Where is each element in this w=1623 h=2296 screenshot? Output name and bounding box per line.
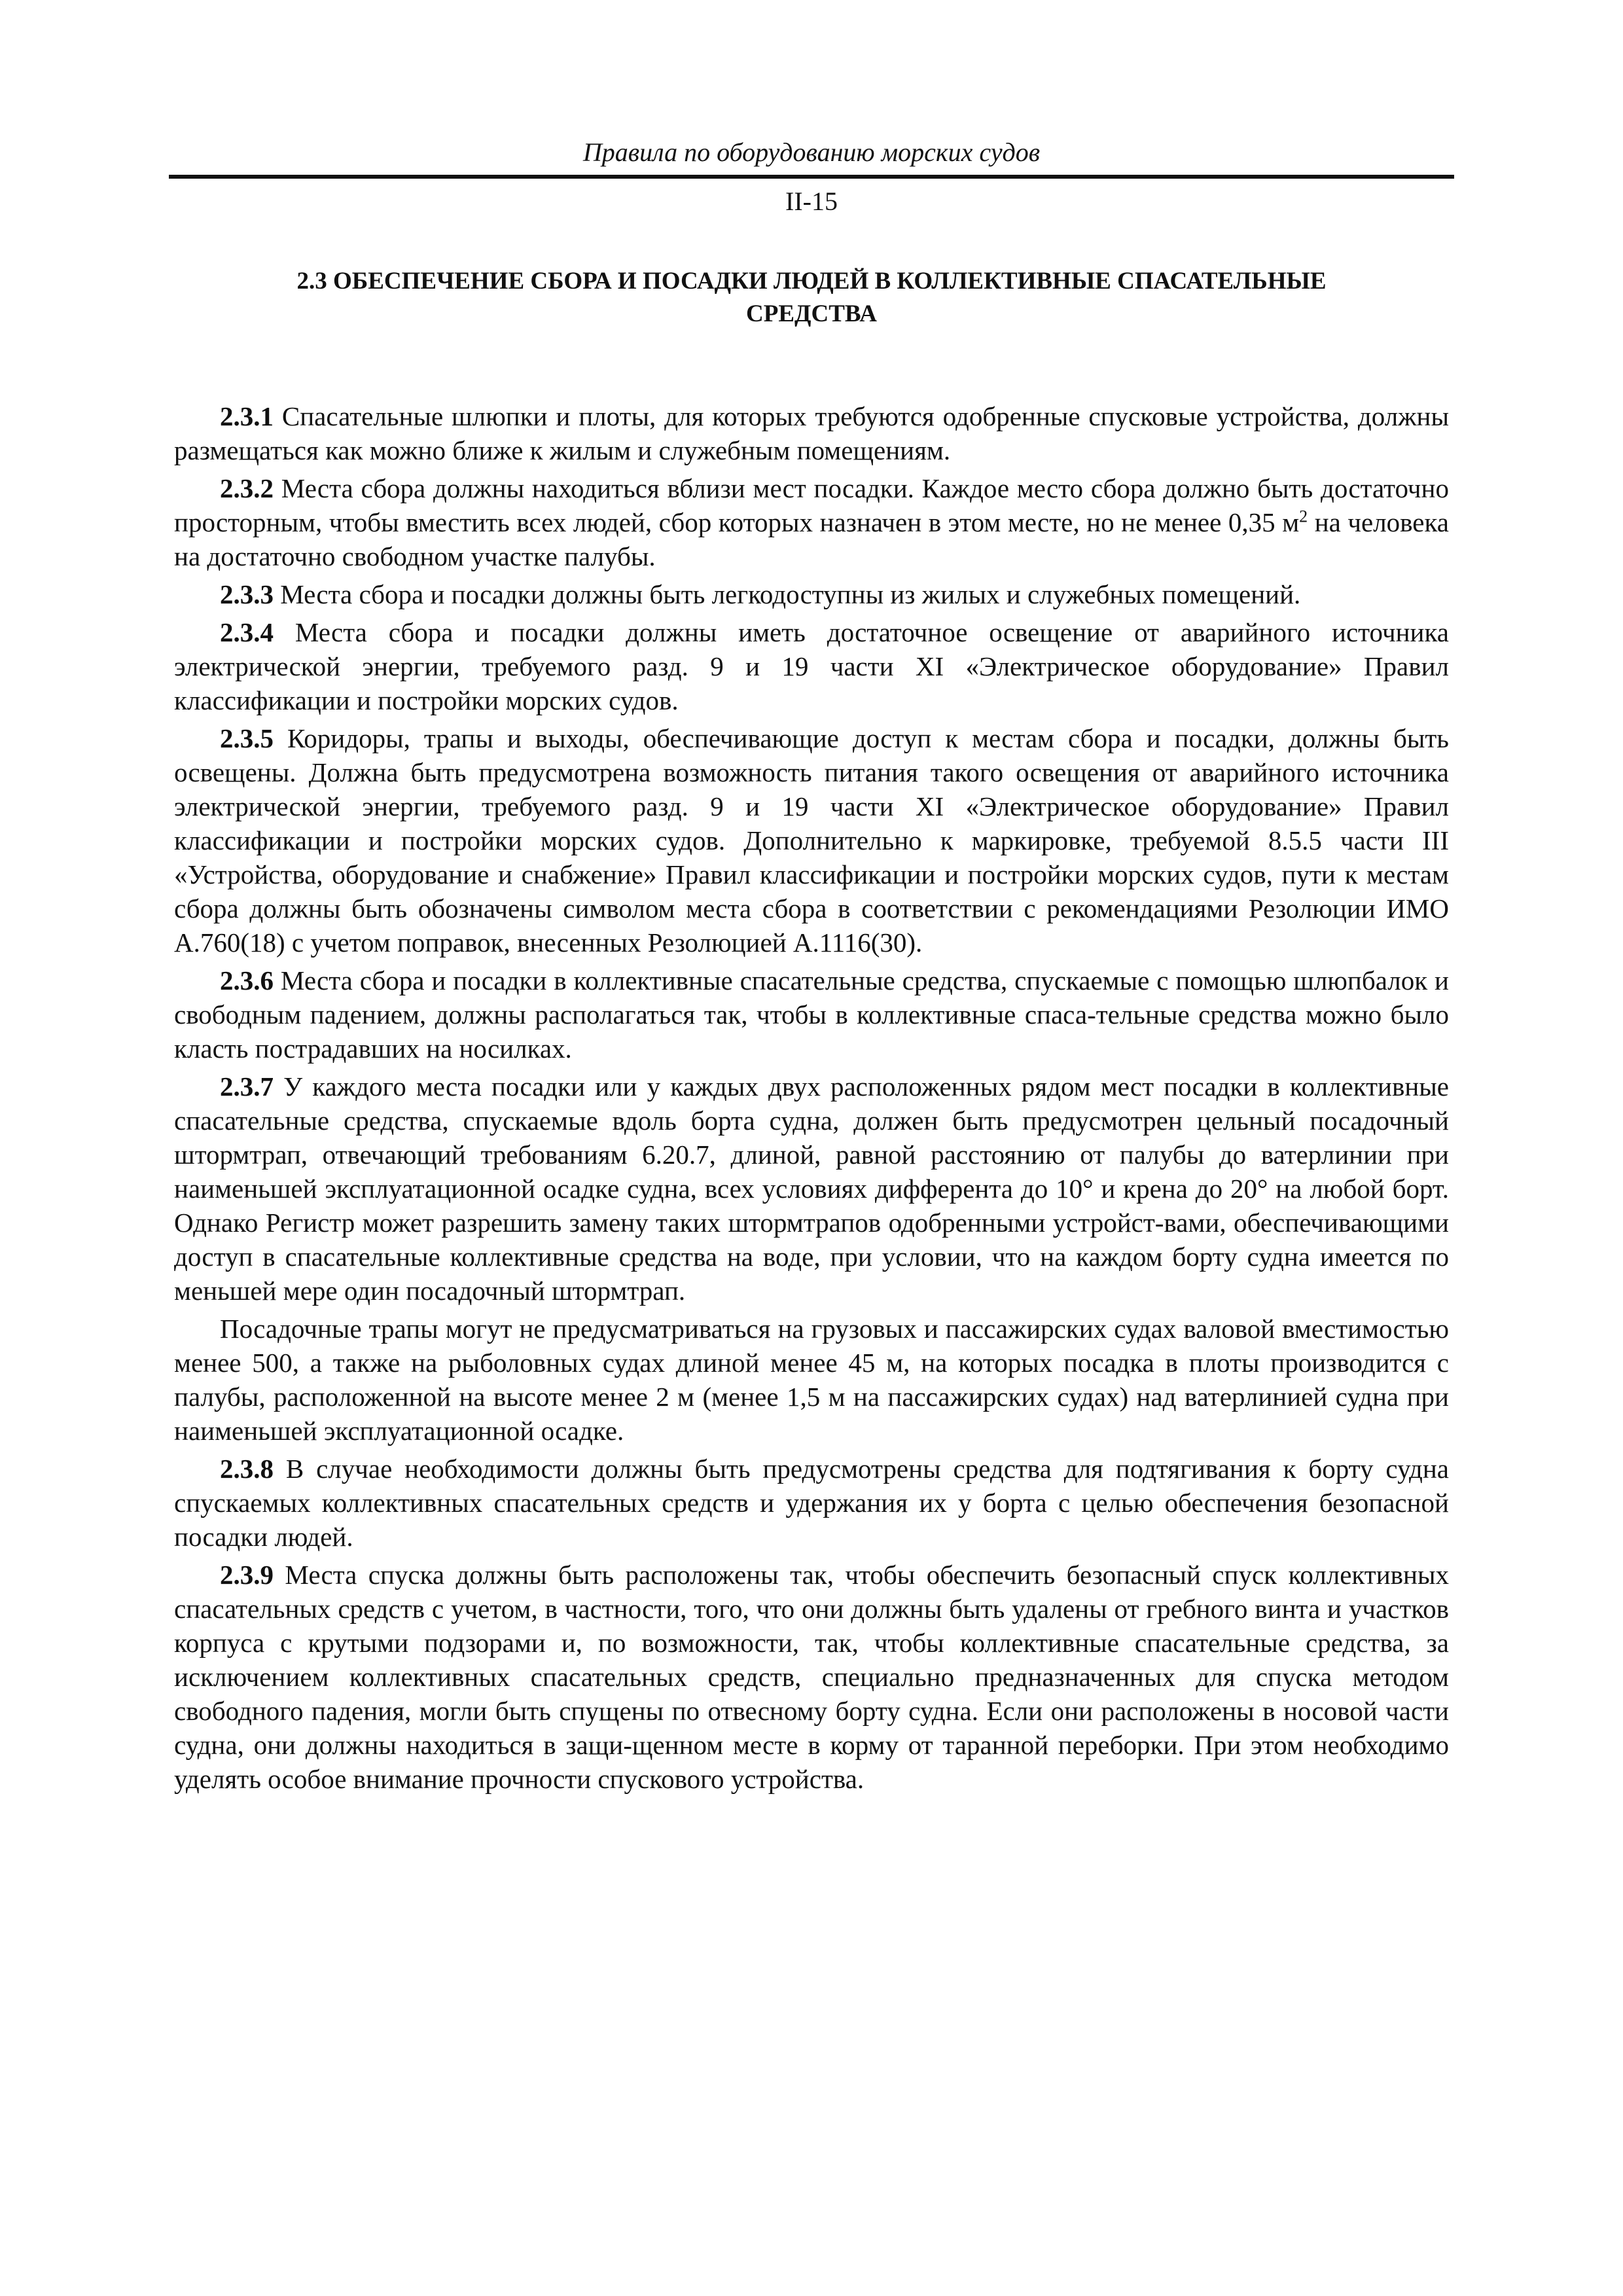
paragraph-2-3-4	[174, 615, 1449, 717]
paragraph-text: Места спуска должны быть расположены так, чтобы обеспечить безопасный спуск коллективных спасательных средств с учетом, в частности, того, что они должны быть удалены от гребного винта и участков корпуса с крутыми подзорами и, по возможности, так, чтобы коллективные спасательные средства, за исключением коллективных спасательных средств, специально предназначенных для спуска методом свободного падения, могли быть спущены по отвесному борту судна. Если они расположены в носовой части судна, они должны находиться в защи-щенном месте в корму от таранной переборки. При этом необходимо уделять особое внимание прочности спускового устройства.	[174, 1560, 1449, 1794]
paragraph-text: У каждого места посадки или у каждых двух расположенных рядом мест посадки в коллективные спасательные средства, спускаемые вдоль борта судна, должен быть предусмотрен цельный посадочный штормтрап, отвечающий требованиям 6.20.7, длиной, равной расстоянию от палубы до ватерлинии при наименьшей эксплуатационной осадке судна, всех условиях дифферента до 10° и крена до 20° на любой борт. Однако Регистр может разрешить замену таких штормтрапов одобренными устройст-вами, обеспечивающими доступ в спасательные коллективные средства на воде, при условии, что на каждом борту судна имеется по меньшей мере один посадочный штормтрап.	[174, 1071, 1449, 1306]
paragraph-text: В случае необходимости должны быть предусмотрены средства для подтягивания к борту судна спускаемых коллективных спасательных средств и удержания их у борта с целью обеспечения безопасной посадки людей.	[174, 1454, 1449, 1552]
section-title	[196, 265, 1427, 331]
paragraph-2-3-3	[174, 577, 1449, 611]
clause-number: 2.3.4	[220, 617, 274, 647]
clause-number: 2.3.9	[220, 1560, 274, 1590]
clause-number: 2.3.6	[220, 965, 274, 996]
clause-number: 2.3.5	[220, 723, 274, 753]
page-number: II-15	[785, 187, 838, 216]
clause-number: 2.3.8	[220, 1454, 274, 1484]
paragraph-text: Места сбора и посадки должны быть легкодоступны из жилых и служебных помещений.	[274, 579, 1301, 609]
paragraph-2-3-5	[174, 721, 1449, 960]
paragraph-2-3-2	[174, 471, 1449, 573]
paragraph-text: Посадочные трапы могут не предусматриваться на грузовых и пассажирских судах валовой вместимостью менее 500, а также на рыболовных судах длиной менее 45 м, на которых посадка в плоты производится с палубы, расположенной на высоте менее 2 м (менее 1,5 м на пассажирских судах) над ватерлинией судна при наименьшей эксплуатационной осадке.	[174, 1314, 1449, 1446]
header-rule	[169, 175, 1454, 179]
clause-number: 2.3.7	[220, 1071, 274, 1102]
clause-number: 2.3.3	[220, 579, 274, 609]
paragraph-2-3-8	[174, 1452, 1449, 1554]
paragraph-text: Места сбора должны находиться вблизи мест посадки. Каждое место сбора должно быть достаточно просторным, чтобы вместить всех людей, сбор которых назначен в этом месте, но не менее 0,35 м	[174, 473, 1449, 537]
section-title-line-2: СРЕДСТВА	[746, 300, 877, 327]
body-text	[174, 399, 1449, 1800]
paragraph-text: Спасательные шлюпки и плоты, для которых требуются одобренные спусковые устройства, должны размещаться как можно ближе к жилым и служебным помещениям.	[174, 401, 1449, 465]
section-title-line-1: 2.3 ОБЕСПЕЧЕНИЕ СБОРА И ПОСАДКИ ЛЮДЕЙ В КОЛЛЕКТИВНЫЕ СПАСАТЕЛЬНЫЕ	[296, 268, 1327, 295]
paragraph-2-3-1	[174, 399, 1449, 467]
paragraph-2-3-9	[174, 1558, 1449, 1796]
paragraph-text: на человека на достаточно свободном участке палубы.	[174, 507, 1449, 571]
paragraph-text: Места сбора и посадки должны иметь достаточное освещение от аварийного источника электрической энергии, требуемого разд. 9 и 19 части XI «Электрическое оборудование» Правил классификации и постройки морских судов.	[174, 617, 1449, 715]
paragraph-text: Коридоры, трапы и выходы, обеспечивающие доступ к местам сбора и посадки, должны быть освещены. Должна быть предусмотрена возможность питания такого освещения от аварийного источника электрической энергии, требуемого разд. 9 и 19 части XI «Электрическое оборудование» Правил классификации и постройки морских судов. Дополнительно к маркировке, требуемой 8.5.5 части III «Устройства, оборудование и снабжение» Правил классификации и постройки морских судов, пути к местам сбора должны быть обозначены символом места сбора в соответствии с рекомендациями Резолюции ИМО А.760(18) с учетом поправок, внесенных Резолюцией А.1116(30).	[174, 723, 1449, 958]
clause-number: 2.3.1	[220, 401, 274, 431]
running-header: Правила по оборудованию морских судов	[582, 137, 1041, 167]
paragraph-2-3-6	[174, 963, 1449, 1066]
clause-number: 2.3.2	[220, 473, 274, 503]
paragraph-text: Места сбора и посадки в коллективные спасательные средства, спускаемые с помощью шлюпбалок и свободным падением, должны располагаться так, чтобы в коллективные спаса-тельные средства можно было класть пострадавших на носилках.	[174, 965, 1449, 1064]
paragraph-2-3-7-continued	[174, 1312, 1449, 1448]
paragraph-2-3-7	[174, 1069, 1449, 1308]
superscript: 2	[1299, 507, 1308, 526]
